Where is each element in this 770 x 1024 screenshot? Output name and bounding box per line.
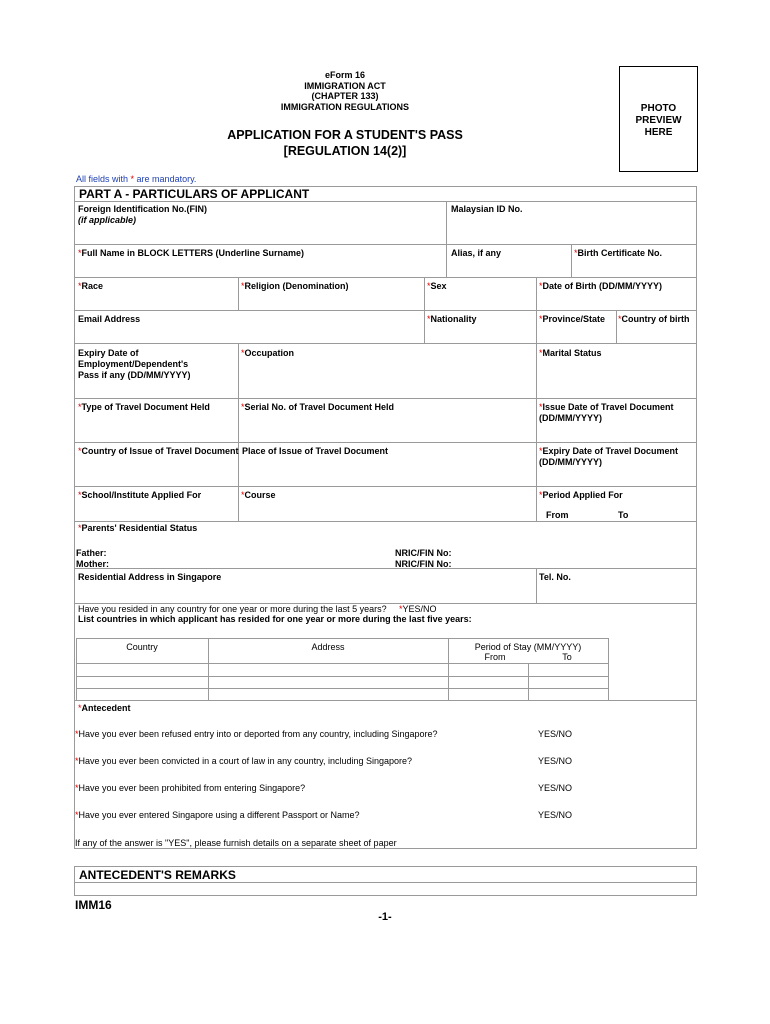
- antecedent-question-text: Have you ever entered Singapore using a different Passport or Name?: [78, 810, 360, 820]
- malaysian-id-field[interactable]: [451, 204, 523, 215]
- mandatory-suffix: are mandatory.: [134, 174, 197, 184]
- marital-label: Marital Status: [542, 348, 602, 358]
- required-mark: *: [618, 314, 622, 324]
- antecedent-remarks-input[interactable]: [75, 883, 696, 895]
- stay-period-header: Period of Stay (MM/YYYY): [474, 642, 582, 652]
- parents-status-label: [78, 523, 197, 534]
- stay-country-header: Country: [126, 642, 158, 652]
- serial-no-field[interactable]: [241, 402, 394, 413]
- form-header: [240, 70, 450, 112]
- period-label: Period Applied For: [542, 490, 623, 500]
- province-field[interactable]: [539, 314, 605, 325]
- required-mark: *: [78, 402, 82, 412]
- resided-question: [78, 604, 387, 614]
- required-mark: *: [78, 490, 82, 500]
- nationality-label: Nationality: [430, 314, 477, 324]
- period-from-label: From: [546, 510, 569, 520]
- race-label: Race: [81, 281, 104, 291]
- resided-question-text: Have you resided in any country for one year or more during the last 5 years?: [78, 604, 387, 614]
- stay-row[interactable]: [77, 677, 608, 688]
- email-label: Email Address: [78, 314, 141, 324]
- regulations: IMMIGRATION REGULATIONS: [280, 101, 410, 112]
- expiry-pass-field[interactable]: [78, 348, 191, 381]
- stay-row[interactable]: [77, 664, 608, 676]
- mother-nric-label: NRIC/FIN No:: [395, 559, 452, 569]
- issue-date-label: Issue Date of Travel Document: [542, 402, 674, 412]
- province-label: Province/State: [542, 314, 606, 324]
- mother-label: Mother:: [76, 559, 109, 569]
- antecedent-question: [75, 783, 305, 793]
- photo-line3: HERE: [644, 127, 673, 138]
- required-mark: *: [78, 523, 82, 533]
- required-mark: *: [78, 446, 82, 456]
- form-code: IMM16: [75, 898, 112, 912]
- required-mark: *: [539, 281, 543, 291]
- page-number: -1-: [378, 911, 392, 923]
- dob-field[interactable]: [539, 281, 662, 292]
- tel-label: Tel. No.: [539, 572, 571, 582]
- antecedent-answer[interactable]: YES/NO: [538, 810, 573, 820]
- birth-cert-field[interactable]: [574, 248, 662, 259]
- expiry-travel-field[interactable]: [539, 446, 678, 468]
- tel-field[interactable]: [539, 572, 571, 583]
- antecedent-title: [78, 703, 131, 714]
- required-mark: *: [241, 402, 245, 412]
- required-mark: *: [75, 810, 79, 820]
- dob-label: Date of Birth (DD/MM/YYYY): [542, 281, 663, 291]
- resided-yesno-text: YES/NO: [402, 604, 437, 614]
- occupation-label: Occupation: [244, 348, 295, 358]
- required-mark: *: [241, 281, 245, 291]
- country-birth-label: Country of birth: [621, 314, 690, 324]
- parents-status-text: Parents' Residential Status: [81, 523, 198, 533]
- expiry-pass-label-1: Expiry Date of: [78, 348, 139, 358]
- antecedent-answer[interactable]: YES/NO: [538, 756, 573, 766]
- sex-field[interactable]: [427, 281, 447, 292]
- fin-note: (if applicable): [78, 215, 137, 225]
- expiry-travel-format: (DD/MM/YYYY): [539, 457, 602, 467]
- country-issue-field[interactable]: [78, 446, 239, 457]
- antecedent-question-text: Have you ever been prohibited from entering Singapore?: [78, 783, 306, 793]
- religion-field[interactable]: [241, 281, 349, 292]
- antecedent-question: [75, 729, 438, 739]
- travel-doc-type-label: Type of Travel Document Held: [81, 402, 210, 412]
- father-label: Father:: [76, 548, 107, 558]
- residential-address-label: Residential Address in Singapore: [78, 572, 222, 582]
- occupation-field[interactable]: [241, 348, 294, 359]
- form-title: APPLICATION FOR A STUDENT'S PASS: [227, 128, 463, 142]
- period-to-label: To: [618, 510, 629, 520]
- antecedent-question: [75, 810, 360, 820]
- full-name-label: Full Name in BLOCK LETTERS (Underline Surname): [81, 248, 305, 258]
- period-field[interactable]: [539, 490, 623, 501]
- antecedent-question-text: Have you ever been convicted in a court of law in any country, including Singapore?: [78, 756, 413, 766]
- required-mark: *: [539, 314, 543, 324]
- resided-yesno[interactable]: [399, 604, 437, 614]
- required-mark: *: [78, 281, 82, 291]
- mandatory-star: *: [130, 174, 135, 184]
- required-mark: *: [427, 281, 431, 291]
- required-mark: *: [75, 729, 79, 739]
- mandatory-prefix: All fields with: [76, 174, 131, 184]
- mandatory-note: [76, 174, 196, 184]
- course-field[interactable]: [241, 490, 276, 501]
- serial-no-label: Serial No. of Travel Document Held: [244, 402, 395, 412]
- required-mark: *: [241, 348, 245, 358]
- chapter: (CHAPTER 133): [311, 91, 379, 101]
- birth-cert-label: Birth Certificate No.: [577, 248, 663, 258]
- mother-field[interactable]: [76, 559, 109, 570]
- place-issue-label: Place of Issue of Travel Document: [242, 446, 389, 456]
- sex-label: Sex: [430, 281, 447, 291]
- father-nric-field[interactable]: [395, 548, 452, 559]
- antecedent-question: [75, 756, 412, 766]
- form-title-block: [200, 127, 490, 159]
- email-field[interactable]: [78, 314, 140, 325]
- father-nric-label: NRIC/FIN No:: [395, 548, 452, 558]
- full-name-field[interactable]: [78, 248, 304, 259]
- photo-preview-box[interactable]: [619, 66, 698, 172]
- alias-field[interactable]: [451, 248, 501, 259]
- antecedent-answer[interactable]: YES/NO: [538, 783, 573, 793]
- photo-line1: PHOTO: [640, 103, 677, 114]
- school-label: School/Institute Applied For: [81, 490, 202, 500]
- course-label: Course: [244, 490, 276, 500]
- fin-label: Foreign Identification No.(FIN): [78, 204, 207, 214]
- issue-date-format: (DD/MM/YYYY): [539, 413, 602, 423]
- marital-field[interactable]: [539, 348, 602, 359]
- required-mark: *: [539, 446, 543, 456]
- father-field[interactable]: [76, 548, 107, 559]
- expiry-travel-label: Expiry Date of Travel Document: [542, 446, 679, 456]
- issue-date-field[interactable]: [539, 402, 674, 424]
- antecedent-answer[interactable]: YES/NO: [538, 729, 573, 739]
- antecedent-title-text: Antecedent: [81, 703, 131, 713]
- required-mark: *: [399, 604, 403, 614]
- antecedent-question-text: Have you ever been refused entry into or deported from any country, including Singapore?: [78, 729, 438, 739]
- required-mark: *: [427, 314, 431, 324]
- act-name: IMMIGRATION ACT: [304, 80, 386, 91]
- part-a-title: PART A - PARTICULARS OF APPLICANT: [79, 187, 310, 201]
- antecedent-note: If any of the answer is "YES", please furnish details on a separate sheet of paper: [75, 838, 397, 848]
- required-mark: *: [78, 703, 82, 713]
- required-mark: *: [241, 490, 245, 500]
- country-birth-field[interactable]: [618, 314, 690, 325]
- list-countries-label: List countries in which applicant has resided for one year or more during the last five years:: [78, 614, 472, 624]
- expiry-pass-label-2: Employment/Dependent's: [78, 359, 189, 369]
- required-mark: *: [539, 348, 543, 358]
- fin-field[interactable]: [78, 204, 207, 226]
- stay-address-header: Address: [311, 642, 345, 652]
- required-mark: *: [75, 783, 79, 793]
- antecedent-remarks-title: ANTECEDENT'S REMARKS: [79, 868, 236, 882]
- race-field[interactable]: [78, 281, 103, 292]
- country-issue-label: Country of Issue of Travel Document: [81, 446, 239, 456]
- travel-doc-type-field[interactable]: [78, 402, 210, 413]
- eform-number: eForm 16: [324, 70, 366, 80]
- religion-label: Religion (Denomination): [244, 281, 349, 291]
- residential-address-field[interactable]: [78, 572, 221, 583]
- stay-to-header: To: [562, 652, 572, 662]
- required-mark: *: [75, 756, 79, 766]
- mother-nric-field[interactable]: [395, 559, 452, 570]
- expiry-pass-label-3: Pass if any (DD/MM/YYYY): [78, 370, 191, 380]
- required-mark: *: [574, 248, 578, 258]
- school-field[interactable]: [78, 490, 201, 501]
- stay-row[interactable]: [77, 689, 608, 700]
- photo-line2: PREVIEW: [635, 115, 682, 126]
- required-mark: *: [539, 402, 543, 412]
- nationality-field[interactable]: [427, 314, 477, 325]
- malaysian-id-label: Malaysian ID No.: [451, 204, 523, 214]
- place-issue-field[interactable]: [242, 446, 388, 457]
- required-mark: *: [539, 490, 543, 500]
- alias-label: Alias, if any: [451, 248, 502, 258]
- stay-from-header: From: [484, 652, 506, 662]
- required-mark: *: [78, 248, 82, 258]
- form-regulation: [REGULATION 14(2)]: [283, 144, 407, 158]
